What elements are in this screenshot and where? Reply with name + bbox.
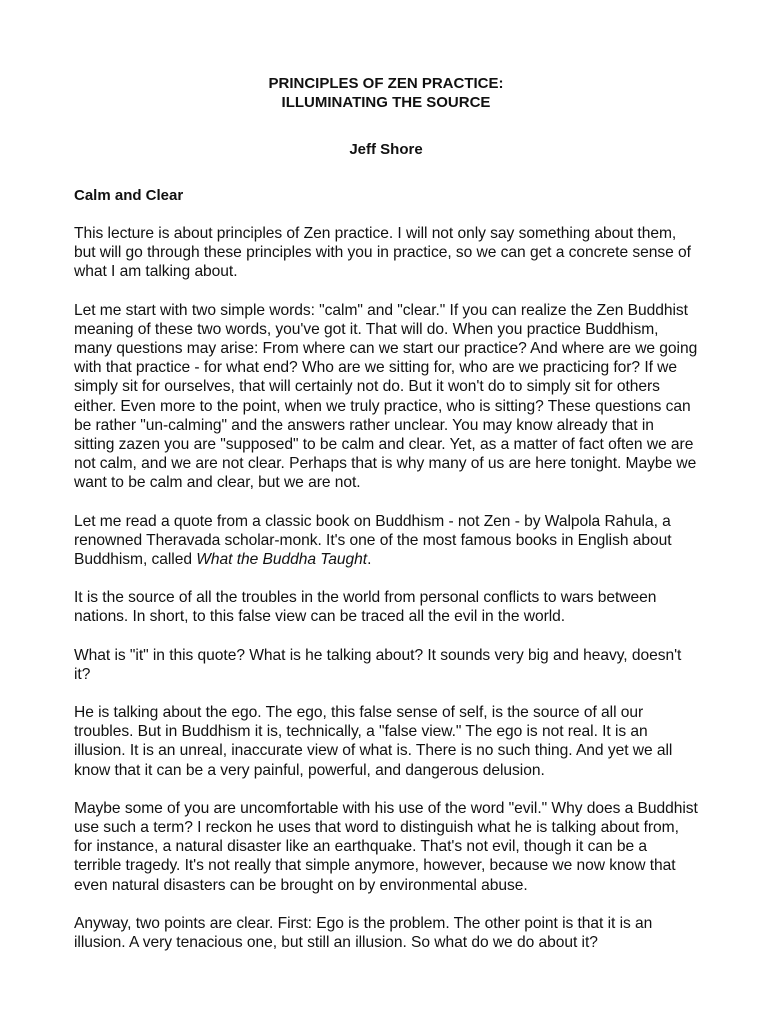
paragraph-5: What is "it" in this quote? What is he talking about? It sounds very big and heavy, doesn't it? — [74, 646, 682, 683]
paragraph-7: Maybe some of you are uncomfortable with his use of the word "evil." Why does a Buddhist use such a term? I reckon he uses that word to distinguish what he is talking about from, for instance, a natural disaster like an earthquake. That's not evil, though it can be a terrible tragedy. It's not really that simple anymore, however, because we now know that even natural disasters can be brought on by environmental abuse. — [74, 799, 698, 894]
document-page — [74, 74, 698, 1024]
paragraph-4-quote: It is the source of all the troubles in the world from personal conflicts to wars between nations. In short, to this false view can be traced all the evil in the world. — [74, 589, 657, 626]
section-heading: Calm and Clear — [74, 187, 184, 204]
paragraph-1: This lecture is about principles of Zen practice. I will not only say something about them, but will go through these principles with you in practice, so we can get a concrete sense of what I am talking about. — [74, 225, 691, 281]
paragraph-3-end: . — [367, 551, 372, 569]
paragraph-6: He is talking about the ego. The ego, this false sense of self, is the source of all our troubles. But in Buddhism it is, technically, a "false view." The ego is not real. It is an illusion. It is an unreal, inaccurate view of what is. There is no such thing. And yet we all know that it can be a very painful, powerful, and dangerous delusion. — [74, 704, 673, 779]
author-name: Jeff Shore — [349, 141, 423, 158]
paragraph-3 — [74, 512, 698, 570]
paragraph-3-text: Let me read a quote from a classic book on Buddhism - not Zen - by Walpola Rahula, a renowned Theravada scholar-monk. It's one of the most famous books in English about Buddhism, called — [74, 512, 672, 569]
document-title — [74, 74, 698, 112]
paragraph-2: Let me start with two simple words: "calm" and "clear." If you can realize the Zen Buddhist meaning of these two words, you've got it. That will do. When you practice Buddhism, many questions may arise: From where can we start our practice? And where are we going with that practice - for what end? Who are we sitting for, who are we practicing for? If we simply sit for ourselves, that will certainly not do. But it won't do to simply sit for others either. Even more to the point, when we truly practice, who is sitting? These questions can be rather "un-calming" and the answers rather unclear. You may know already that in sitting zazen you are "supposed" to be calm and clear. Yet, as a matter of fact often we are not calm, and we are not clear. Perhaps that is why many of us are here tonight. Maybe we want to be calm and clear, but we are not. — [74, 301, 698, 492]
book-title: What the Buddha Taught — [196, 551, 368, 569]
title-line-1: PRINCIPLES OF ZEN PRACTICE: — [268, 75, 504, 92]
title-line-2: ILLUMINATING THE SOURCE — [281, 94, 491, 111]
paragraph-8: Anyway, two points are clear. First: Ego is the problem. The other point is that it is an illusion. A very tenacious one, but still an illusion. So what do we do about it? — [74, 914, 653, 952]
